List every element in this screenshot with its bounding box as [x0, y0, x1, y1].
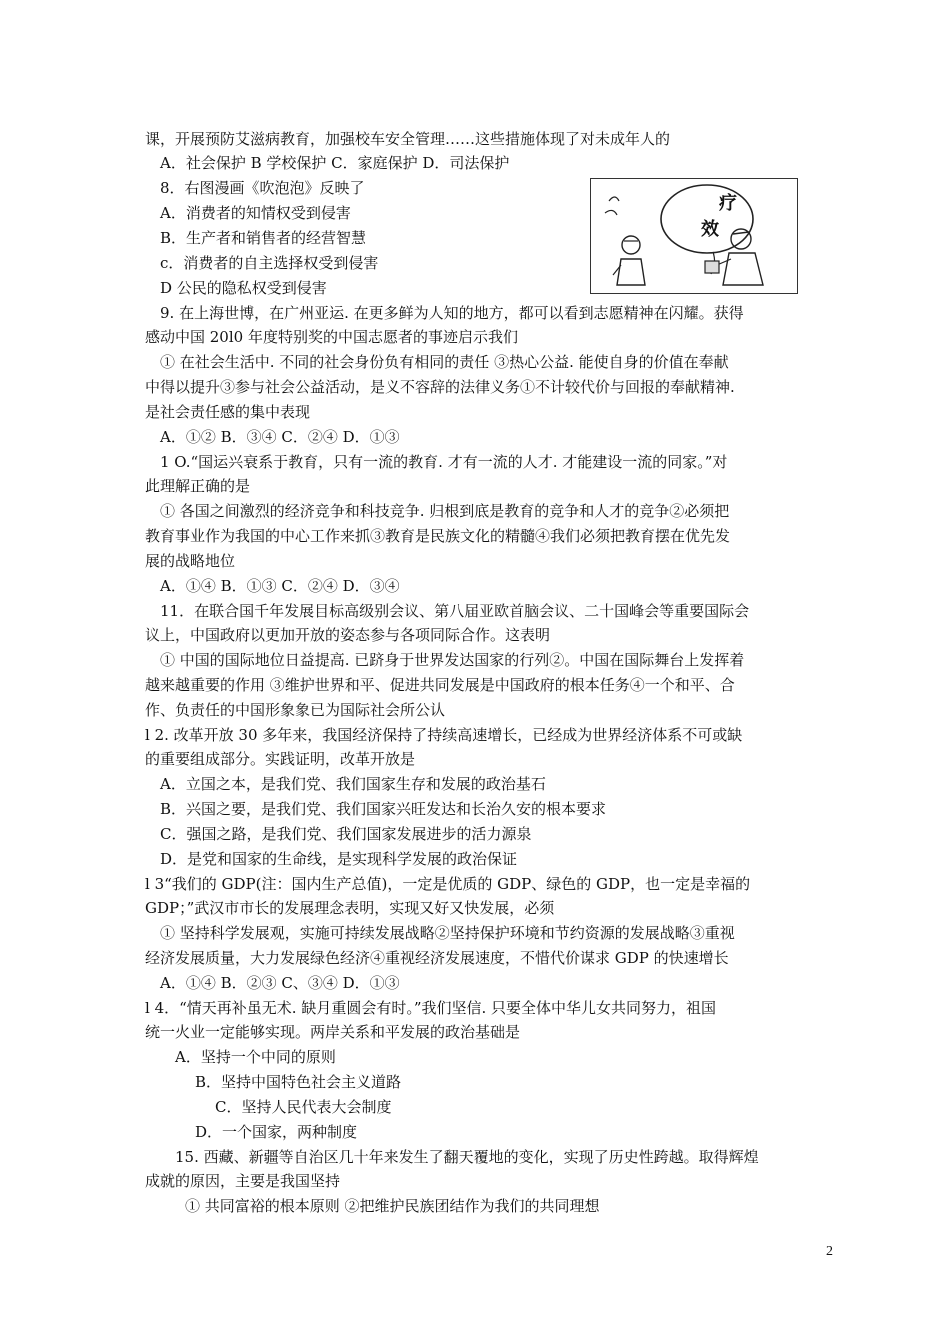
question-13: l 3“我们的 GDP(注：国内生产总值)，一定是优质的 GDP、绿色的 GDP，也一定是幸福的 — [145, 875, 751, 893]
option-line: D．一个国家，两种制度 — [195, 1123, 358, 1141]
option-line: D 公民的隐私权受到侵害 — [160, 279, 327, 297]
text-line: 成就的原因，主要是我国坚持 — [145, 1172, 341, 1190]
question-8: 8．右图漫画《吹泡泡》反映了 — [160, 179, 365, 197]
option-line: A．社会保护 B 学校保护 C．家庭保护 D．司法保护 — [160, 154, 510, 172]
option-line: A．坚持一个中同的原则 — [175, 1048, 336, 1066]
text-line: 中得以提升③参与社会公益活动，是义不容辞的法律义务①不计较代价与回报的奉献精神. — [145, 378, 735, 396]
option-line: A．①④ B．②③ C、③④ D．①③ — [160, 974, 400, 992]
text-line: 是社会责任感的集中表现 — [145, 403, 311, 421]
option-line: A．立国之本，是我们党、我们国家生存和发展的政治基石 — [160, 775, 546, 793]
text-line: 议上，中国政府以更加开放的姿态参与各项同际合作。这表明 — [145, 626, 551, 644]
bubble-text-char: 效 — [701, 219, 719, 240]
question-9: 9. 在上海世博，在广州亚运. 在更多鲜为人知的地方，都可以看到志愿精神在闪耀。获得 — [160, 304, 744, 322]
bubble-text-char: 疗 — [719, 193, 737, 214]
text-line: 课，开展预防艾滋病教育，加强校车安全管理……这些措施体现了对未成年人的 — [145, 130, 671, 148]
text-line: 越来越重要的作用 ③维护世界和平、促进共同发展是中国政府的根本任务④一个和平、合 — [145, 676, 735, 694]
option-line: C．坚持人民代表大会制度 — [215, 1098, 392, 1116]
text-line: ① 在社会生活中. 不同的社会身份负有相同的责任 ③热心公益. 能使自身的价值在奉献 — [160, 353, 729, 371]
text-line: GDP；”武汉市市长的发展理念表明，实现又好又快发展，必须 — [145, 899, 555, 917]
text-line: ① 各国之间激烈的经济竞争和科技竞争. 归根到底是教育的竞争和人才的竞争②必须把 — [160, 502, 730, 520]
question-14: l 4．“情天再补虽无术. 缺月重圆会有时。”我们坚信. 只要全体中华儿女共同努力，祖国 — [145, 999, 717, 1017]
option-line: C．强国之路，是我们党、我们国家发展进步的活力源泉 — [160, 825, 532, 843]
question-12: l 2. 改革开放 30 多年来，我国经济保持了持续高速增长，已经成为世界经济体系不可或缺 — [145, 726, 743, 744]
bubble-cartoon-image — [590, 178, 798, 294]
option-line: A．消费者的知情权受到侵害 — [160, 204, 351, 222]
text-line: 经济发展质量，大力发展绿色经济④重视经济发展速度，不惜代价谋求 GDP 的快速增长 — [145, 949, 729, 967]
page-number: 2 — [826, 1244, 833, 1259]
question-11: 11．在联合国千年发展目标高级别会议、第八届亚欧首脑会议、二十国峰会等重要国际会 — [160, 602, 750, 620]
question-15: 15. 西藏、新疆等自治区几十年来发生了翻天覆地的变化，实现了历史性跨越。取得辉煌 — [175, 1148, 759, 1166]
text-line: 此理解正确的是 — [145, 477, 251, 495]
text-line: ① 坚持科学发展观，实施可持续发展战略②坚持保护环境和节约资源的发展战略③重视 — [160, 924, 735, 942]
option-line: A．①② B．③④ C．②④ D．①③ — [160, 428, 400, 446]
text-line: 的重要组成部分。实践证明，改革开放是 — [145, 750, 416, 768]
text-line: 感动中国 20l0 年度特别奖的中国志愿者的事迹启示我们 — [145, 328, 518, 346]
option-line: B．生产者和销售者的经营智慧 — [160, 229, 367, 247]
text-line: 统一火业一定能够实现。两岸关系和平发展的政治基础是 — [145, 1023, 521, 1041]
option-line: B．兴国之要，是我们党、我们国家兴旺发达和长治久安的根本要求 — [160, 800, 607, 818]
option-line: c．消费者的自主选择权受到侵害 — [160, 254, 379, 272]
option-line: B．坚持中国特色社会主义道路 — [195, 1073, 402, 1091]
option-line: D．是党和国家的生命线，是实现科学发展的政治保证 — [160, 850, 518, 868]
question-10: 1 O.“国运兴衰系于教育，只有一流的教育. 才有一流的人才. 才能建设一流的同家。”对 — [160, 453, 728, 471]
text-line: 作、负责任的中国形象象已为国际社会所公认 — [145, 701, 446, 719]
text-line: 教育事业作为我国的中心工作来抓③教育是民族文化的精髓④我们必须把教育摆在优先发 — [145, 527, 731, 545]
text-line: ① 中国的国际地位日益提高. 已跻身于世界发达国家的行列②。中国在国际舞台上发挥着 — [160, 651, 745, 669]
text-line: ① 共同富裕的根本原则 ②把维护民族团结作为我们的共同理想 — [185, 1197, 600, 1215]
text-line: 展的战略地位 — [145, 552, 236, 570]
option-line: A．①④ B．①③ C．②④ D．③④ — [160, 577, 400, 595]
